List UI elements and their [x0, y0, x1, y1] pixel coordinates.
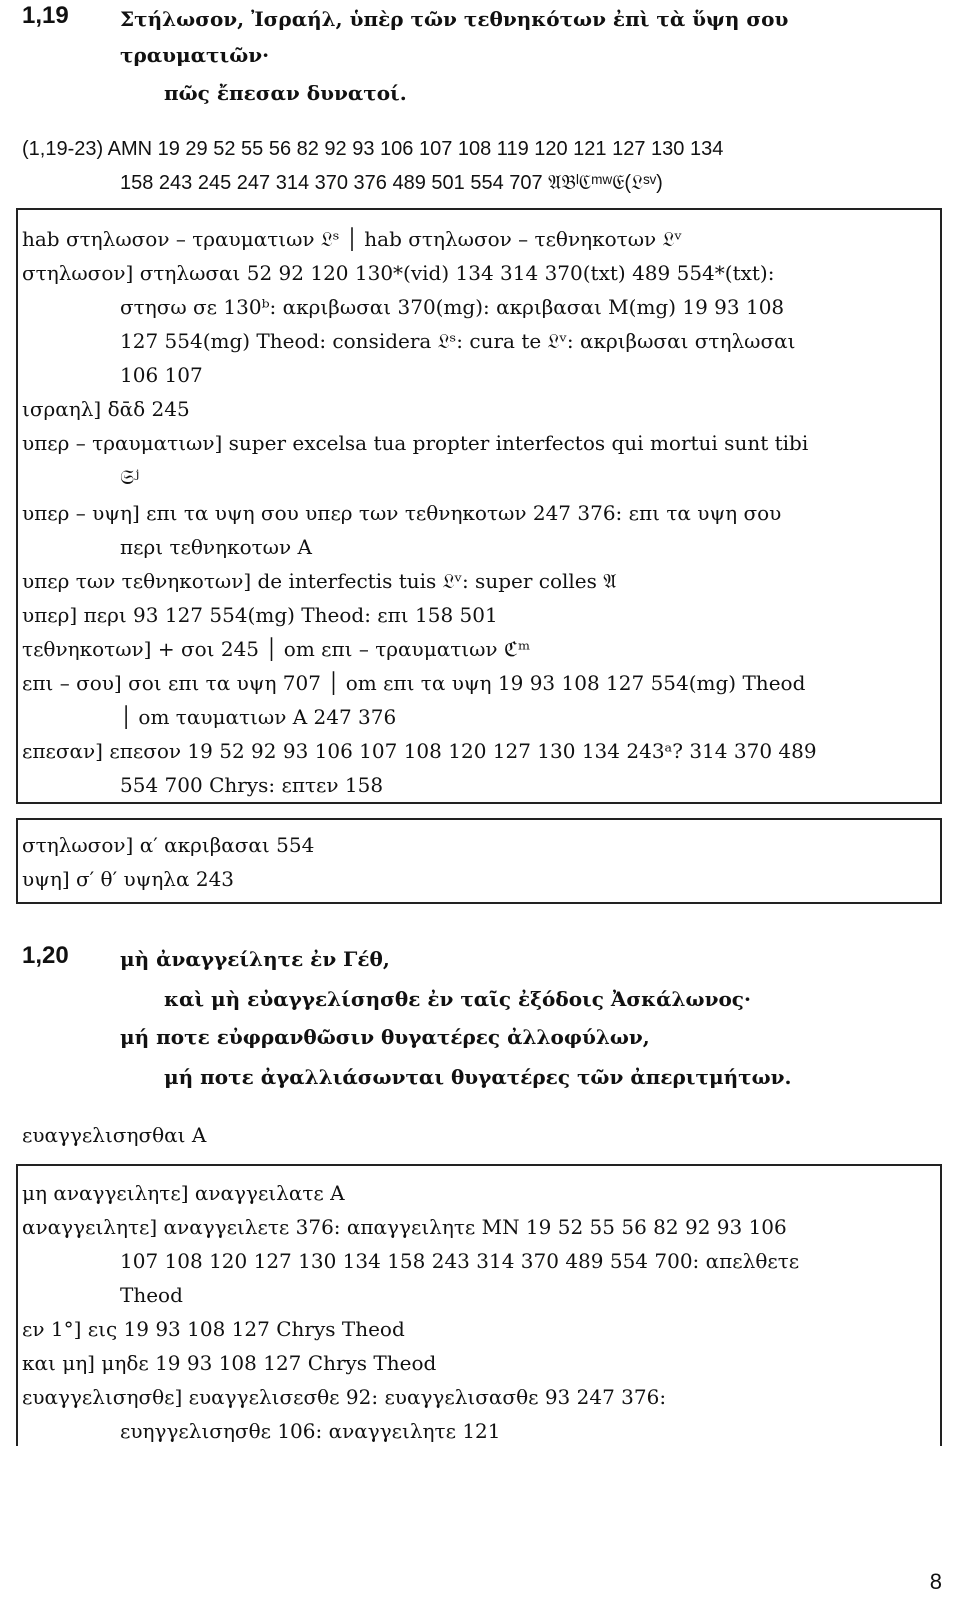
apparatus-entry: τεθνηκοτων] + σοι 245 │ om επι – τραυματιων ℭᵐ: [22, 637, 531, 661]
apparatus-entry: υπερ] περι 93 127 554(mg) Theod: επι 158 501: [22, 603, 498, 627]
apparatus-entry: εν 1°] εις 19 93 108 127 Chrys Theod: [22, 1317, 405, 1341]
apparatus-entry: ισραηλ] δ̄ᾱδ 245: [22, 397, 190, 421]
apparatus-entry: επεσαν] επεσον 19 52 92 93 106 107 108 120 127 130 134 243ᵃ? 314 370 489: [22, 739, 817, 763]
verse-text-line: τραυματιῶν·: [120, 43, 270, 67]
witness-list: (1,19-23) AMN 19 29 52 55 56 82 92 93 106 107 108 119 120 121 127 130 134: [22, 138, 724, 160]
apparatus-entry: και μη] μηδε 19 93 108 127 Chrys Theod: [22, 1351, 437, 1375]
apparatus-entry: περι τεθνηκοτων A: [120, 535, 312, 559]
apparatus-entry: στηλωσον] στηλωσαι 52 92 120 130*(vid) 134 314 370(txt) 489 554*(txt):: [22, 261, 775, 285]
verse-text-line: Στήλωσον, Ἰσραήλ, ὑπὲρ τῶν τεθνηκότων ἐπὶ τὰ ὕψη σου: [120, 7, 789, 31]
verse-text-line: μή ποτε ἀγαλλιάσωνται θυγατέρες τῶν ἀπεριτμήτων.: [164, 1065, 792, 1089]
apparatus-entry: 106 107: [120, 363, 203, 387]
apparatus-entry: hab στηλωσον – τραυματιων 𝔏ˢ │ hab στηλωσον – τεθνηκοτων 𝔏ᵛ: [22, 227, 682, 251]
verse-text-line: καὶ μὴ εὐαγγελίσησθε ἐν ταῖς ἐξόδοις Ἀσκάλωνος·: [164, 987, 751, 1011]
verse-ref-1-19: 1,19: [22, 2, 69, 29]
verse-text-line: μὴ ἀναγγείλητε ἐν Γέθ,: [120, 947, 390, 971]
apparatus-entry: αναγγειλητε] αναγγειλετε 376: απαγγειλητε MN 19 52 55 56 82 92 93 106: [22, 1215, 787, 1239]
apparatus-entry: 554 700 Chrys: επτεν 158: [120, 773, 384, 797]
apparatus-entry: ευηγγελισησθε 106: αναγγειλητε 121: [120, 1419, 501, 1443]
apparatus-entry: 107 108 120 127 130 134 158 243 314 370 489 554 700: απελθετε: [120, 1249, 800, 1273]
verse-text-line: πῶς ἔπεσαν δυνατοί.: [164, 81, 407, 105]
orthographic-note: ευαγγελισησθαι A: [22, 1123, 207, 1147]
apparatus-entry: μη αναγγειλητε] αναγγειλατε A: [22, 1181, 345, 1205]
verse-ref-1-20: 1,20: [22, 942, 69, 969]
apparatus-entry: στηλωσον] α′ ακριβασαι 554: [22, 833, 315, 857]
page-number: 8: [929, 1569, 942, 1594]
apparatus-entry: 127 554(mg) Theod: considera 𝔏ˢ: cura te 𝔏ᵛ: ακριβωσαι στηλωσαι: [120, 329, 796, 353]
apparatus-entry: Theod: [120, 1283, 183, 1307]
apparatus-entry: 𝔖ʲ: [120, 465, 140, 489]
witness-list: 158 243 245 247 314 370 376 489 501 554 707 𝔄𝔅ˡℭᵐʷ𝔈(𝔏ˢᵛ): [120, 172, 663, 194]
apparatus-entry: επι – σου] σοι επι τα υψη 707 │ om επι τα υψη 19 93 108 127 554(mg) Theod: [22, 671, 806, 695]
apparatus-entry: υπερ – τραυματιων] super excelsa tua propter interfectos qui mortui sunt tibi: [22, 431, 809, 455]
apparatus-entry: υπερ – υψη] επι τα υψη σου υπερ των τεθνηκοτων 247 376: επι τα υψη σου: [22, 501, 782, 525]
apparatus-entry: │ om ταυματιων A 247 376: [120, 705, 397, 729]
apparatus-entry: στησω σε 130ᵇ: ακριβωσαι 370(mg): ακριβασαι M(mg) 19 93 108: [120, 295, 785, 319]
apparatus-entry: υπερ των τεθνηκοτων] de interfectis tuis 𝔏ᵛ: super colles 𝔄: [22, 569, 617, 593]
apparatus-entry: ευαγγελισησθε] ευαγγελισεσθε 92: ευαγγελισασθε 93 247 376:: [22, 1385, 667, 1409]
apparatus-entry: υψη] σ′ θ′ υψηλα 243: [22, 867, 235, 891]
verse-text-line: μή ποτε εὐφρανθῶσιν θυγατέρες ἀλλοφύλων,: [120, 1025, 650, 1049]
